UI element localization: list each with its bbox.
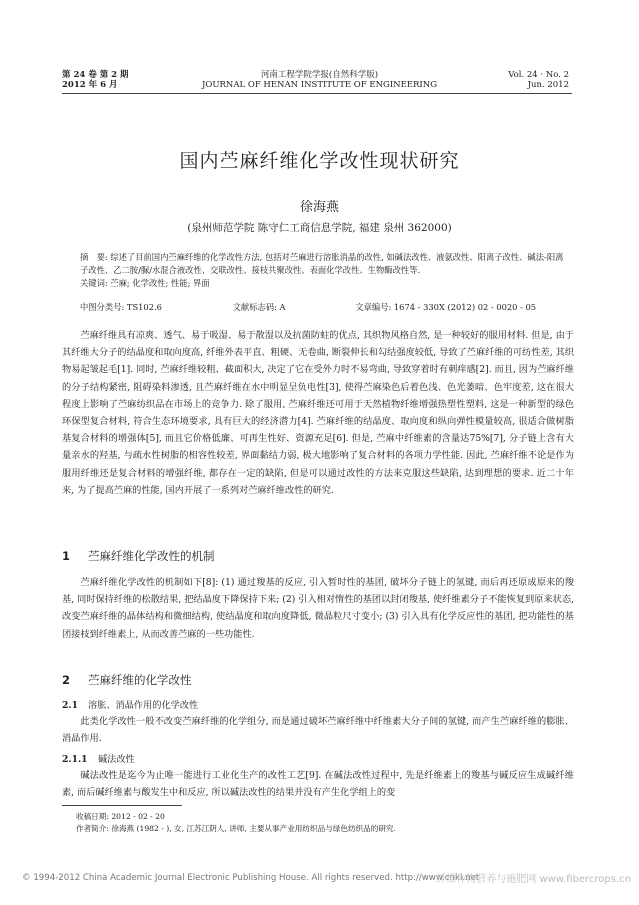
subsection-2-1-text: 此类化学改性一般不改变苎麻纤维的化学组分, 而是通过破坏苎麻纤维中纤维素大分子间的氢键, 而产生苎麻纤维的膨胀、消晶作用. xyxy=(62,716,574,745)
journal-name-en: JOURNAL OF HENAN INSTITUTE OF ENGINEERING xyxy=(201,80,437,90)
subsection-2-1-1-text: 碱法改性是迄今为止唯一能进行工业化生产的改性工艺[9]. 在碱法改性过程中, 先是纤维素上的羧基与碱反应生成碱纤维素, 而后碱纤维素与酸发生中和反应, 所以碱法改性的结果并没有产生化学组上的变 xyxy=(62,770,574,799)
header-rule xyxy=(62,93,572,94)
abstract-text: 摘 要: 综述了目前国内苎麻纤维的化学改性方法, 包括对苎麻进行溶胀消晶的改性, 如碱法改性、液氨改性、阳离子改性、碱法-阳离子改性、乙二胺/脲/水混合液改性、交联改性、接枝共聚改性、表面化学改性、生物酶改性等. xyxy=(80,252,564,275)
keywords: 关键词: 苎麻; 化学改性; 性能; 界面 xyxy=(80,278,210,288)
article-affiliation: (泉州师范学院 陈守仁工商信息学院, 福建 泉州 362000) xyxy=(187,222,452,234)
section-1-heading xyxy=(62,548,215,564)
author-bio: 作者简介: 徐海燕 (1982 - ), 女, 江苏江阴人, 讲师, 主要从事产业用纺织品与绿色纺织品的研究. xyxy=(76,824,396,833)
section-2-number: 2 xyxy=(62,673,71,687)
copyright-footer: © 1994-2012 China Academic Journal Electronic Publishing House. All rights reserved. http://www.cnki.net xyxy=(22,873,480,883)
section-1-title: 苎麻纤维化学改性的机制 xyxy=(88,549,215,563)
article-title: 国内苎麻纤维化学改性现状研究 xyxy=(179,150,460,172)
subsection-2-1-1-number: 2.1.1 xyxy=(62,754,88,765)
received-date: 收稿日期: 2012 - 02 - 20 xyxy=(76,812,165,821)
document-code: 文献标志码: A xyxy=(232,302,286,312)
subsection-2-1-title: 溶胀、消晶作用的化学改性 xyxy=(88,700,199,711)
clc-number: 中图分类号: TS102.6 xyxy=(80,302,162,312)
intro-paragraph: 苎麻纤维具有凉爽、透气、易于吸湿、易于散湿以及抗菌防蛀的优点, 其织物风格自然, 是一种较好的服用材料. 但是, 由于其纤维大分子的结晶度和取向度高, 纤维外表平直、粗硬、无卷曲, 断裂伸长和勾结强度较低, 导致了苎麻纤维的可纺性差, 其织物易起皱起毛[1]. 同时, 苎麻纤维较粗、截面积大, 决定了它在受外力时不易弯曲, 导致穿着时有刺痒感[2]. 而且, 因为苎麻纤维的分子结构紧密, 阻碍染料渗透, 且苎麻纤维在水中明显呈负电性[3], 使得苎麻染色后着色浅、色光萎暗、色牢度差, 这在很大程度上影响了苎麻纺织品在市场上的竞争力. 除了服用, 苎麻纤维还可用于天然植物纤维增强热塑性塑料, 这是一种新型的绿色环保型复合材料, 符合生态环境要求, 具有巨大的经济潜力[4]. 苎麻纤维的结晶度、取向度和纵向弹性模量较高, 很适合做树脂基复合材料的增强体[5], 而且它价格低廉、可再生性好、资源充足[6]. 但是, 苎麻中纤维素的含量达75%[7], 分子链上含有大量亲水的羟基, 与疏水性树脂的相容性较差, 界面黏结力弱, 极大地影响了复合材料的各项力学性能. 因此, 苎麻纤维不论是作为服用纤维还是复合材料的增强纤维, 都存在一定的缺陷, 但是可以通过改性的方法来克服这些缺陷, 达到理想的要求. 近二十年来, 为了提高苎麻的性能, 国内开展了一系列对苎麻纤维改性的研究. xyxy=(62,330,574,496)
subsection-2-1-heading xyxy=(62,697,198,711)
classification-row xyxy=(80,301,570,314)
section-2-title: 苎麻纤维的化学改性 xyxy=(88,673,192,687)
volume-issue-en: Vol. 24 · No. 2 xyxy=(508,70,569,80)
subsection-2-1-1-heading xyxy=(62,751,135,765)
section-2-heading xyxy=(62,672,192,688)
subsection-2-1-1-title: 碱法改性 xyxy=(98,754,135,765)
site-watermark: 纤维作物营养与施肥网 www.fibercrops.cn xyxy=(436,874,631,885)
article-id: 文章编号: 1674 - 330X (2012) 02 - 0020 - 05 xyxy=(355,302,537,312)
date-cn: 2012 年 6 月 xyxy=(62,80,118,90)
header-right xyxy=(508,70,569,90)
journal-name-cn: 河南工程学院学报(自然科学版) xyxy=(260,70,379,80)
subsection-2-1-number: 2.1 xyxy=(62,700,78,711)
date-en: Jun. 2012 xyxy=(527,80,569,90)
footnote-rule xyxy=(62,805,182,806)
section-1-text: 苎麻纤维化学改性的机制如下[8]: (1) 通过羧基的反应, 引入暂时性的基团, 破坏分子链上的氢键, 而后再还原成原来的羧基, 同时保持纤维的松散结果, 把结晶度下降保持下来; (2) 引入相对惰性的基团以封闭羧基, 使纤维素分子不能恢复到原来状态, 改变苎麻纤维的晶体结构和微细结构, 使结晶度和取向度降低, 微晶粒尺寸变小; (3) 引入具有化学反应性的基团, 把功能性的基团接枝到纤维素上, 从而改善苎麻的一些功能性. xyxy=(62,577,574,640)
article-author: 徐海燕 xyxy=(299,200,339,215)
abstract-block xyxy=(80,251,570,290)
volume-issue-cn: 第 24 卷 第 2 期 xyxy=(62,70,129,80)
section-1-number: 1 xyxy=(62,549,71,563)
